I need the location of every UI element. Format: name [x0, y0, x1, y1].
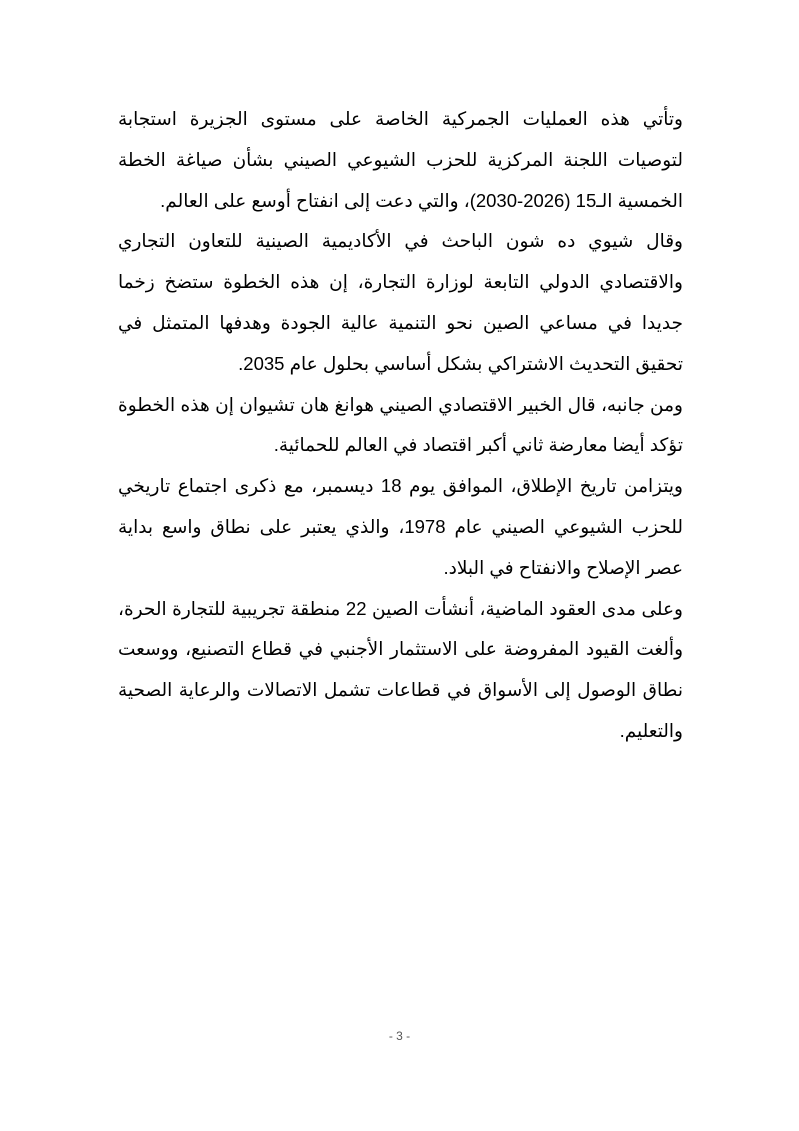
paragraph-researcher-quote: وقال شيوي ده شون الباحث في الأكاديمية الصينية للتعاون التجاري والاقتصادي الدولي التابعة لوزارة التجارة، إن هذه الخطوة ستضخ زخما جديدا في مساعي الصين نحو التنمية عالية الجودة وهدفها المتمثل في تحقيق التحديث الاشتراكي بشكل أساسي بحلول عام 2035. [118, 230, 683, 374]
paragraph-launch-date: ويتزامن تاريخ الإطلاق، الموافق يوم 18 ديسمبر، مع ذكرى اجتماع تاريخي للحزب الشيوعي الصيني عام 1978، والذي يعتبر على نطاق واسع بداية عصر الإصلاح والانفتاح في البلاد. [118, 475, 683, 578]
document-body [118, 99, 683, 752]
paragraph-customs-operations: وتأتي هذه العمليات الجمركية الخاصة على مستوى الجزيرة استجابة لتوصيات اللجنة المركزية للحزب الشيوعي الصيني بشأن صياغة الخطة الخمسية الـ15 (2026-2030)، والتي دعت إلى انفتاح أوسع على العالم. [118, 108, 683, 211]
paragraph-free-trade-zones: وعلى مدى العقود الماضية، أنشأت الصين 22 منطقة تجريبية للتجارة الحرة، وألغت القيود المفروضة على الاستثمار الأجنبي في قطاع التصنيع، ووسعت نطاق الوصول إلى الأسواق في قطاعات تشمل الاتصالات والرعاية الصحية والتعليم. [118, 597, 683, 741]
paragraph-economist-quote: ومن جانبه، قال الخبير الاقتصادي الصيني هوانغ هان تشيوان إن هذه الخطوة تؤكد أيضا معارضة ثاني أكبر اقتصاد في العالم للحمائية. [118, 393, 683, 456]
page-number: - 3 - [388, 1029, 411, 1043]
